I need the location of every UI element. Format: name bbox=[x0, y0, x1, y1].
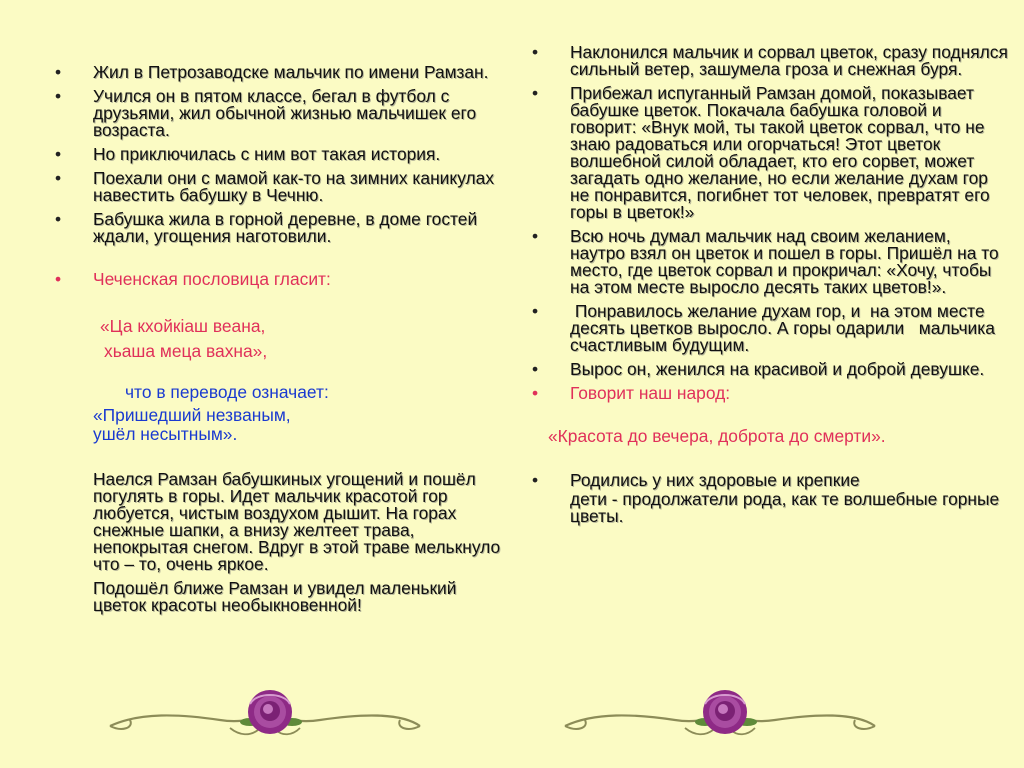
list-item: • Родились у них здоровые и крепкие bbox=[570, 472, 1010, 489]
rose-flourish-icon bbox=[555, 676, 885, 756]
translation-line-1: «Пришедший незваным, bbox=[93, 405, 291, 425]
right-column bbox=[548, 42, 1010, 526]
list-item: • Прибежал испуганный Рамзан домой, показывает бабушке цветок. Покачала бабушка головой и говорит: «Внук мой, ты такой цветок сорвал, что не знаю радоваться или огорчаться! Этот цветок волшебной силой обладает, кто его сорвет, может загадать одно желание, но если желание духам гор не понравится, погибнет тот человек, превратят его горы в цветок!» bbox=[570, 85, 1010, 221]
list-item: • Жил в Петрозаводске мальчик по имени Рамзан. bbox=[93, 64, 508, 81]
list-item: • Наклонился мальчик и сорвал цветок, сразу поднялся сильный ветер, зашумела гроза и снежная буря. bbox=[570, 44, 1010, 78]
translation-line-2: ушёл несытным». bbox=[93, 424, 238, 444]
list-item: • Но приключилась с ним вот такая история. bbox=[93, 146, 508, 163]
list-item: • Поехали они с мамой как-то на зимних каникулах навестить бабушку в Чечню. bbox=[93, 170, 508, 204]
list-item: • Всю ночь думал мальчик над своим желанием, наутро взял он цветок и пошел в горы. Пришёл на то место, где цветок сорвал и прокричал: «Хочу, чтобы на этом месте выросло десять таких цветов!». bbox=[570, 228, 1010, 296]
list-item-continuation: дети - продолжатели рода, как те волшебные горные цветы. bbox=[570, 489, 1000, 526]
list-item: • Бабушка жила в горной деревне, в доме гостей ждали, угощения наготовили. bbox=[93, 211, 508, 245]
saying: «Красота до вечера, доброта до смерти». bbox=[548, 426, 886, 446]
list-item: • Понравилось желание духам гор, и на этом месте десять цветков выросло. А горы одарили мальчика счастливым будущим. bbox=[570, 303, 1010, 354]
rose-flourish-icon bbox=[100, 676, 430, 756]
list-item: • Учился он в пятом классе, бегал в футбол с друзьями, жил обычной жизнью мальчишек его возраста. bbox=[93, 88, 508, 139]
story-paragraph: Подошёл ближе Рамзан и увидел маленький цветок красоты необыкновенной! bbox=[93, 578, 457, 615]
translation-intro: что в переводе означает: bbox=[125, 382, 329, 402]
proverb-intro: • Чеченская пословица гласит: bbox=[93, 271, 508, 288]
story-paragraph: Наелся Рамзан бабушкиных угощений и пошёл погулять в горы. Идет мальчик красотой гор любуется, чистым воздухом дышит. На горах снежные шапки, а внизу желтеет трава, непокрытая снегом. Вдруг в этой траве мелькнуло что – то, очень яркое. bbox=[93, 469, 501, 574]
saying-intro: • Говорит наш народ: bbox=[570, 385, 1010, 402]
proverb-line-1: «Ца кхойкiаш веана, bbox=[100, 316, 266, 336]
list-item: • Вырос он, женился на красивой и доброй девушке. bbox=[570, 361, 1010, 378]
proverb-line-2: хьаша меца вахна», bbox=[104, 341, 268, 361]
left-column bbox=[93, 64, 508, 614]
